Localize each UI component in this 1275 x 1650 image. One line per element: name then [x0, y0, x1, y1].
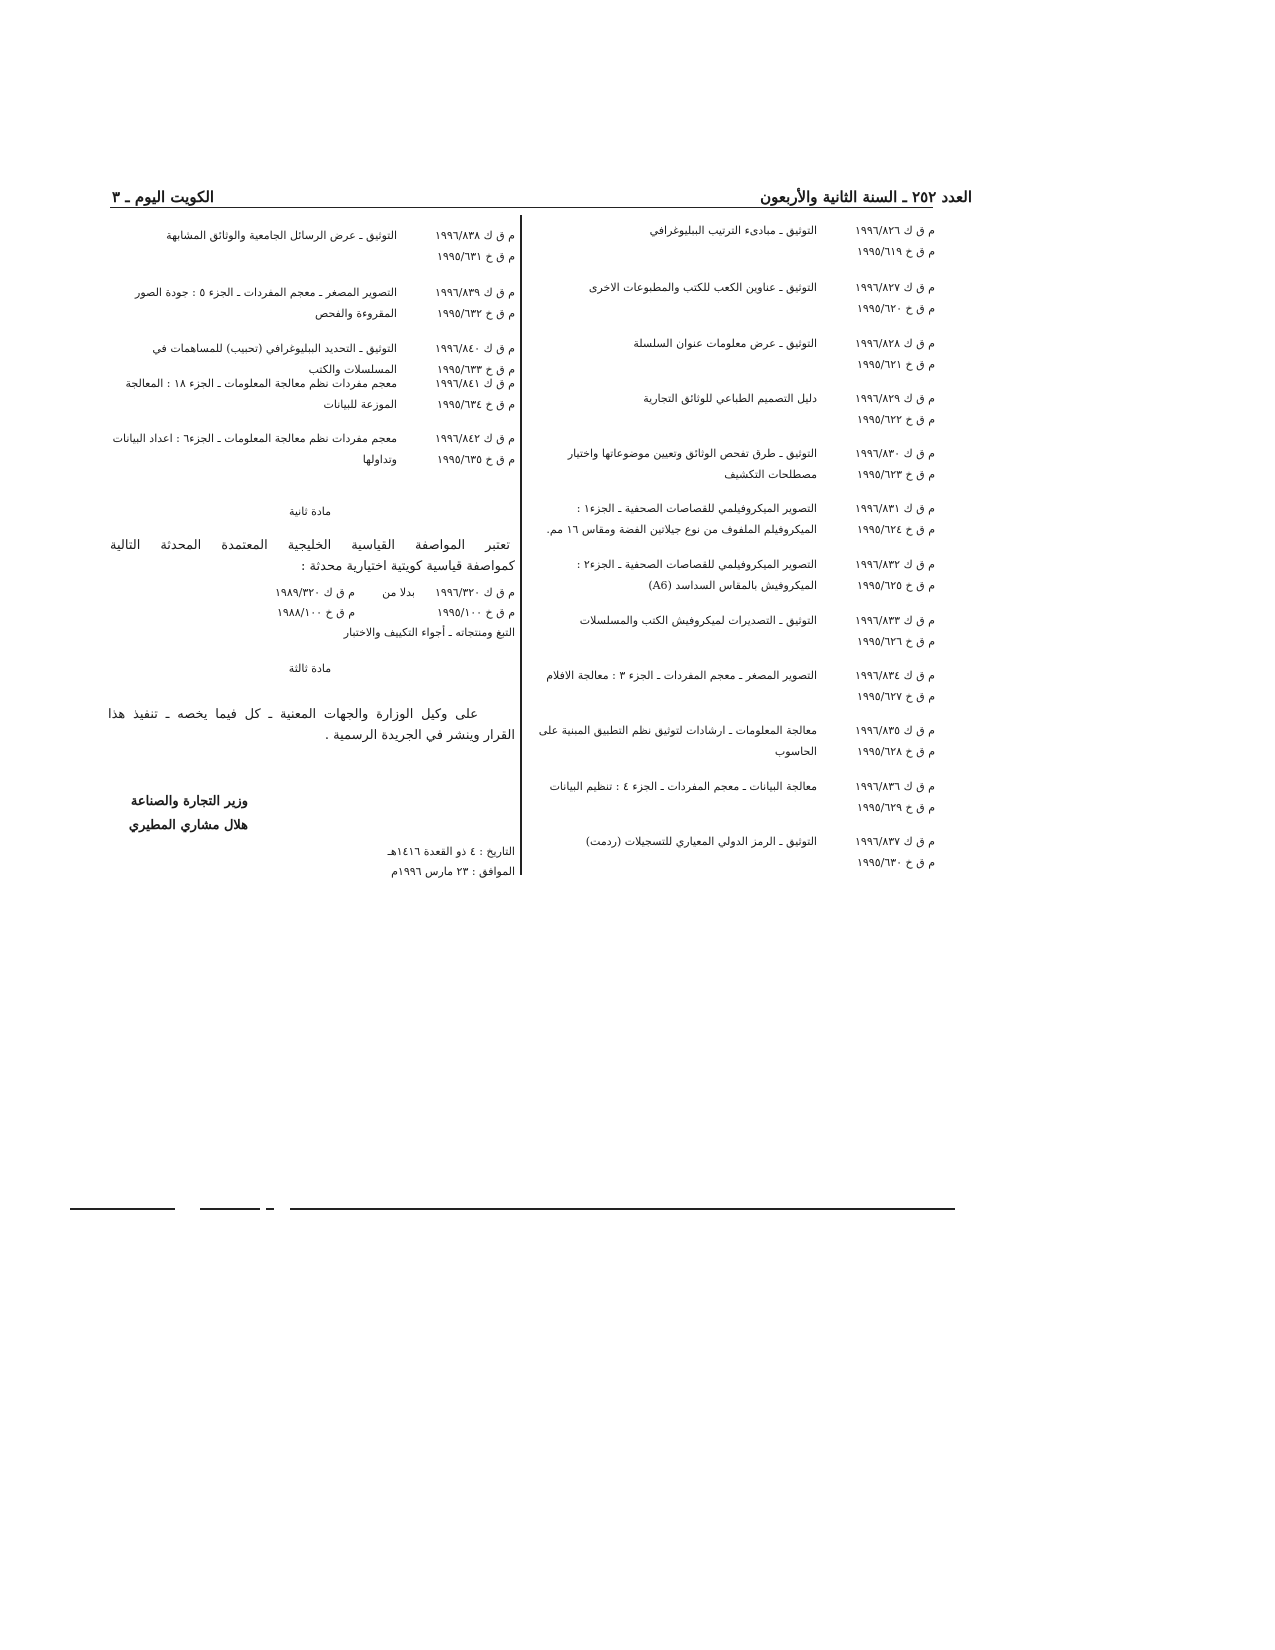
- replacement-row-kuwait: [110, 583, 515, 603]
- standard-title: معجم مفردات نظم معالجة المعلومات ـ الجزء٦ : اعداد البيانات وتداولها: [112, 432, 397, 466]
- standard-entry: [525, 388, 935, 430]
- standard-codes: [817, 610, 935, 652]
- standard-entry: [525, 665, 935, 707]
- standard-codes: [397, 282, 515, 324]
- standard-entry: [525, 720, 935, 762]
- kuwait-standard-code: م ق ك ١٩٩٦/٨٢٦: [855, 224, 935, 237]
- standard-title: دليل التصميم الطباعي للوثائق التجارية: [643, 392, 817, 405]
- gulf-standard-code: م ق خ ١٩٩٥/٦٢١: [856, 358, 935, 371]
- standard-codes: [817, 498, 935, 540]
- standard-codes: [397, 225, 515, 267]
- article-three-paragraph-line2: القرار وينشر في الجريدة الرسمية .: [324, 728, 515, 743]
- replacement-row-gulf: [110, 603, 515, 623]
- standard-codes: [817, 665, 935, 707]
- standard-title: التوثيق ـ عرض الرسائل الجامعية والوثائق المشابهة: [166, 229, 397, 242]
- standard-codes: [817, 443, 935, 485]
- footer-rule-segment: [200, 1208, 260, 1210]
- kuwait-standard-code: م ق ك ١٩٩٦/٨٤٠: [435, 342, 515, 355]
- gulf-standard-code: م ق خ ١٩٩٥/٦٢٠: [856, 302, 935, 315]
- replacement-word: بدلا من: [382, 586, 415, 599]
- gulf-standard-code: م ق خ ١٩٩٥/٦٣١: [436, 250, 515, 263]
- article-two-heading: مادة ثانية: [288, 505, 332, 518]
- gregorian-date: الموافق : ٢٣ مارس ١٩٩٦م: [391, 865, 515, 878]
- gulf-standard-code: م ق خ ١٩٩٥/٦٣٣: [436, 363, 515, 376]
- standard-entry: [525, 443, 935, 485]
- standard-title: التوثيق ـ عرض معلومات عنوان السلسلة: [633, 337, 817, 350]
- standard-title: التوثيق ـ التحديد الببليوغرافي (تحبيب) للمساهمات في المسلسلات والكتب: [152, 342, 397, 376]
- page-header-issue: العدد ٢٥٢ ـ السنة الثانية والأربعون: [760, 188, 972, 206]
- minister-title: وزير التجارة والصناعة: [130, 794, 248, 809]
- standard-entry: [525, 333, 935, 375]
- standard-title: التوثيق ـ مبادىء الترتيب الببليوغرافي: [649, 224, 817, 237]
- standard-entry: [525, 554, 935, 596]
- article-two-paragraph-line2: كمواصفة قياسية كويتية اختيارية محدثة :: [301, 559, 515, 574]
- header-rule: [110, 207, 933, 208]
- standard-entry: [525, 498, 935, 540]
- kuwait-standard-code: م ق ك ١٩٩٦/٨٣٠: [855, 447, 935, 460]
- standard-title: التوثيق ـ طرق تفحص الوثائق وتعيين موضوعاتها واختيار مصطلحات التكشيف: [567, 447, 817, 481]
- standard-codes: [397, 428, 515, 470]
- kuwait-standard-code: م ق ك ١٩٩٦/٨٣٤: [855, 669, 935, 682]
- footer-rule-segment: [266, 1208, 274, 1210]
- standard-codes: [817, 220, 935, 262]
- gulf-standard-code: م ق خ ١٩٩٥/٦٢٤: [856, 523, 935, 536]
- standard-codes: [397, 373, 515, 415]
- standard-title: التوثيق ـ التصديرات لميكروفيش الكتب والمسلسلات: [579, 614, 817, 627]
- standard-codes: [817, 333, 935, 375]
- gulf-standard-code: م ق خ ١٩٩٥/٦٢٧: [856, 690, 935, 703]
- page-header-title: الكويت اليوم ـ ٣: [112, 188, 215, 206]
- gulf-standard-code: م ق خ ١٩٩٥/٦٣٥: [436, 453, 515, 466]
- standard-entry: [110, 428, 515, 470]
- gulf-standard-code: م ق خ ١٩٩٥/٦٢٨: [856, 745, 935, 758]
- replacement-entry: [110, 583, 515, 643]
- kuwait-standard-code: م ق ك ١٩٩٦/٨٣٥: [855, 724, 935, 737]
- kuwait-standard-code: م ق ك ١٩٩٦/٨٣٦: [855, 780, 935, 793]
- kuwait-standard-code: م ق ك ١٩٩٦/٨٣٢: [855, 558, 935, 571]
- old-gulf-code: م ق خ ١٩٨٨/١٠٠: [276, 606, 355, 619]
- kuwait-standard-code: م ق ك ١٩٩٦/٨٣٩: [435, 286, 515, 299]
- standard-entry: [110, 373, 515, 415]
- standard-title: التصوير المصغر ـ معجم المفردات ـ الجزء ٥ : جودة الصور المقروءة والفحص: [135, 286, 397, 320]
- standard-codes: [817, 554, 935, 596]
- column-divider: [520, 215, 522, 875]
- standard-codes: [817, 776, 935, 818]
- standard-entry: [110, 282, 515, 324]
- gulf-standard-code: م ق خ ١٩٩٥/٦٢٣: [856, 468, 935, 481]
- standard-entry: [525, 277, 935, 319]
- kuwait-standard-code: م ق ك ١٩٩٦/٨٤١: [435, 377, 515, 390]
- signature-block: [108, 790, 248, 838]
- standard-entry: [110, 225, 515, 267]
- footer-rule-segment: [290, 1208, 955, 1210]
- gulf-standard-code: م ق خ ١٩٩٥/٦٢٥: [856, 579, 935, 592]
- standard-title: التصوير الميكروفيلمي للقصاصات الصحفية ـ الجزء٢ : الميكروفيش بالمقاس السداسد (A6): [576, 558, 817, 592]
- article-three-paragraph-line1: على وكيل الوزارة والجهات المعنية ـ كل فيما يخصه ـ تنفيذ هذا: [108, 707, 478, 722]
- new-kuwait-code: م ق ك ١٩٩٦/٣٢٠: [435, 586, 515, 599]
- gulf-standard-code: م ق خ ١٩٩٥/٦٢٢: [856, 413, 935, 426]
- gulf-standard-code: م ق خ ١٩٩٥/٦٣٠: [856, 856, 935, 869]
- hijri-date: التاريخ : ٤ ذو القعدة ١٤١٦هـ: [387, 845, 515, 858]
- standard-entry: [525, 831, 935, 873]
- new-gulf-code: م ق خ ١٩٩٥/١٠٠: [436, 606, 515, 619]
- gulf-standard-code: م ق خ ١٩٩٥/٦٢٦: [856, 635, 935, 648]
- standard-title: التصوير المصغر ـ معجم المفردات ـ الجزء ٣ : معالجة الافلام: [546, 669, 817, 682]
- kuwait-standard-code: م ق ك ١٩٩٦/٨٣٧: [855, 835, 935, 848]
- standard-entry: [525, 610, 935, 652]
- standard-title: التصوير الميكروفيلمي للقصاصات الصحفية ـ الجزء١ : الميكروفيلم الملفوف من نوع جيلاتين الفضة ومقاس ١٦ مم.: [546, 502, 817, 536]
- footer-rule-segment: [70, 1208, 175, 1210]
- gulf-standard-code: م ق خ ١٩٩٥/٦٢٩: [856, 801, 935, 814]
- kuwait-standard-code: م ق ك ١٩٩٦/٨٣٣: [855, 614, 935, 627]
- kuwait-standard-code: م ق ك ١٩٩٦/٨٢٧: [855, 281, 935, 294]
- old-kuwait-code: م ق ك ١٩٨٩/٣٢٠: [275, 586, 355, 599]
- standard-title: معالجة البيانات ـ معجم المفردات ـ الجزء ٤ : تنظيم البيانات: [549, 780, 817, 793]
- date-block: [330, 842, 515, 882]
- standard-codes: [817, 831, 935, 873]
- standard-codes: [817, 720, 935, 762]
- gulf-standard-code: م ق خ ١٩٩٥/٦١٩: [856, 245, 935, 258]
- standard-title: التوثيق ـ الرمز الدولي المعياري للتسجيلات (ردمت): [585, 835, 817, 848]
- standard-codes: [817, 388, 935, 430]
- gulf-standard-code: م ق خ ١٩٩٥/٦٣٤: [436, 398, 515, 411]
- replacement-title: التبغ ومنتجاته ـ أجواء التكييف والاختبار: [343, 626, 515, 639]
- article-two-paragraph-line1: تعتبر المواصفة القياسية الخليجية المعتمدة المحدثة التالية: [110, 538, 510, 553]
- standard-codes: [817, 277, 935, 319]
- kuwait-standard-code: م ق ك ١٩٩٦/٨٢٨: [855, 337, 935, 350]
- kuwait-standard-code: م ق ك ١٩٩٦/٨٣٨: [435, 229, 515, 242]
- kuwait-standard-code: م ق ك ١٩٩٦/٨٤٢: [435, 432, 515, 445]
- kuwait-standard-code: م ق ك ١٩٩٦/٨٣١: [855, 502, 935, 515]
- standard-title: معالجة المعلومات ـ ارشادات لتوثيق نظم التطبيق المبنية على الحاسوب: [538, 724, 817, 758]
- standard-entry: [525, 220, 935, 262]
- gulf-standard-code: م ق خ ١٩٩٥/٦٣٢: [436, 307, 515, 320]
- standard-entry: [525, 776, 935, 818]
- standard-title: التوثيق ـ عناوين الكعب للكتب والمطبوعات الاخرى: [588, 281, 817, 294]
- kuwait-standard-code: م ق ك ١٩٩٦/٨٢٩: [855, 392, 935, 405]
- standard-title: معجم مفردات نظم معالجة المعلومات ـ الجزء ١٨ : المعالجة الموزعة للبيانات: [125, 377, 397, 411]
- minister-name: هلال مشاري المطيري: [128, 818, 248, 833]
- article-three-heading: مادة ثالثة: [288, 662, 332, 675]
